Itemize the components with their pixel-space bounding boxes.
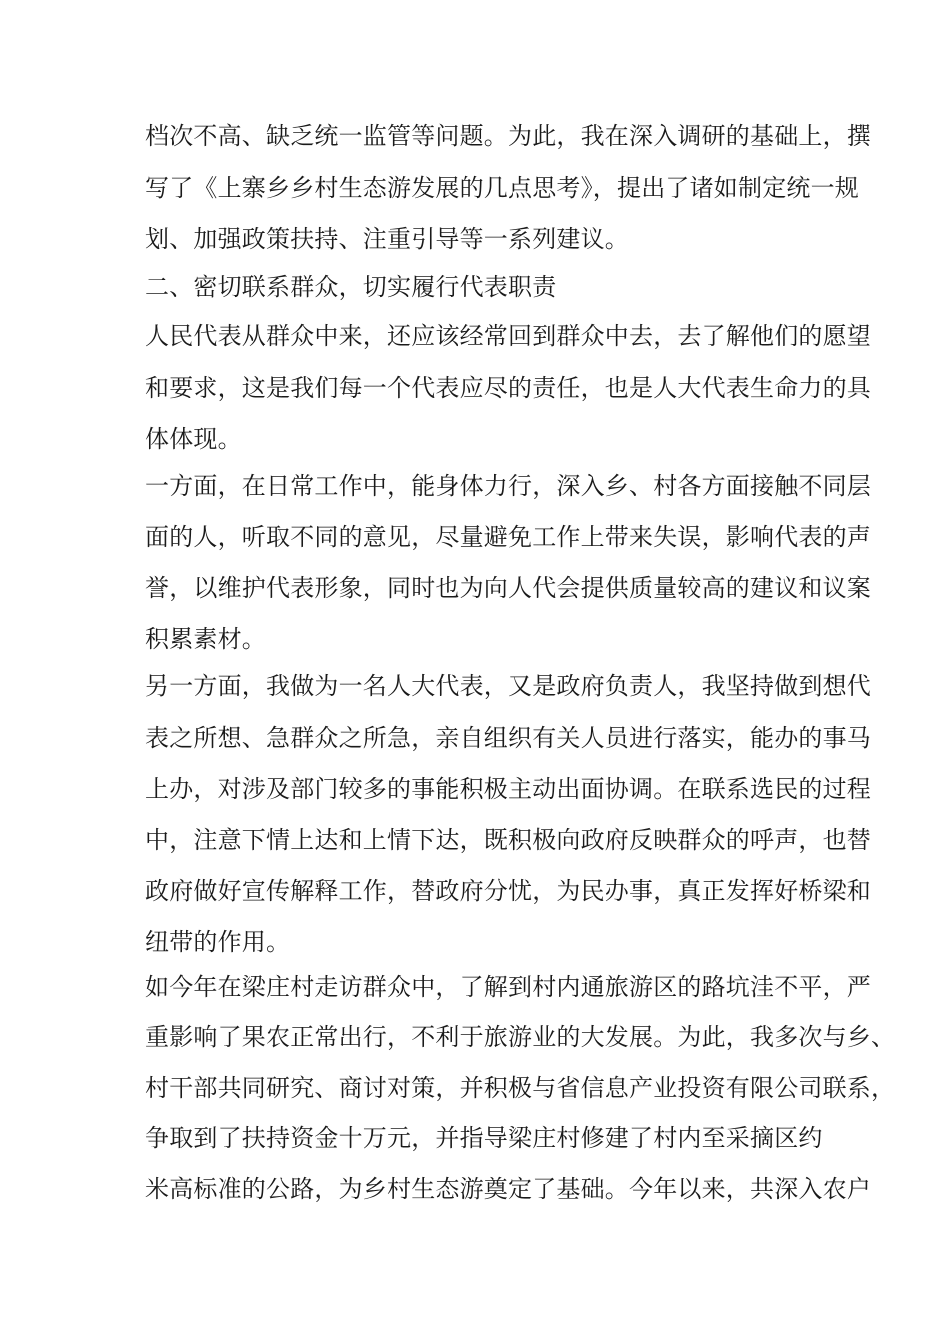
paragraph-line: 和要求，这是我们每一个代表应尽的责任，也是人大代表生命力的具 [145, 374, 871, 402]
paragraph-line: 中，注意下情上达和上情下达，既积极向政府反映群众的呼声，也替 [145, 826, 871, 854]
section-heading: 二、密切联系群众，切实履行代表职责 [145, 273, 557, 301]
paragraph-line: 村干部共同研究、商讨对策，并积极与省信息产业投资有限公司联系， [145, 1074, 896, 1102]
paragraph-line: 档次不高、缺乏统一监管等问题。为此，我在深入调研的基础上，撰 [145, 122, 871, 150]
paragraph-line: 誉，以维护代表形象，同时也为向人代会提供质量较高的建议和议案 [145, 574, 871, 602]
paragraph-line: 写了《上寨乡乡村生态游发展的几点思考》，提出了诸如制定统一规 [145, 174, 859, 202]
paragraph-line: 如今年在梁庄村走访群众中，了解到村内通旅游区的路坑洼不平，严 [145, 973, 871, 1001]
paragraph-line: 划、加强政策扶持、注重引导等一系列建议。 [145, 225, 629, 253]
paragraph-line: 重影响了果农正常出行，不利于旅游业的大发展。为此，我多次与乡、 [145, 1023, 896, 1051]
paragraph-line: 积累素材。 [145, 625, 266, 653]
paragraph-line: 纽带的作用。 [145, 928, 291, 956]
paragraph-line: 一方面，在日常工作中，能身体力行，深入乡、村各方面接触不同层 [145, 472, 871, 500]
paragraph-line: 表之所想、急群众之所急，亲自组织有关人员进行落实，能办的事马 [145, 724, 871, 752]
paragraph-line: 人民代表从群众中来，还应该经常回到群众中去，去了解他们的愿望 [145, 322, 871, 350]
paragraph-line: 体体现。 [145, 425, 242, 453]
paragraph-line: 政府做好宣传解释工作，替政府分忧，为民办事，真正发挥好桥梁和 [145, 877, 871, 905]
paragraph-line: 面的人，听取不同的意见，尽量避免工作上带来失误，影响代表的声 [145, 523, 871, 551]
paragraph-line: 争取到了扶持资金十万元，并指导梁庄村修建了村内至采摘区约 [145, 1124, 823, 1152]
paragraph-line: 米高标准的公路，为乡村生态游奠定了基础。今年以来，共深入农户 [145, 1175, 871, 1203]
paragraph-line: 上办，对涉及部门较多的事能积极主动出面协调。在联系选民的过程 [145, 775, 871, 803]
paragraph-line: 另一方面，我做为一名人大代表，又是政府负责人，我坚持做到想代 [145, 672, 871, 700]
